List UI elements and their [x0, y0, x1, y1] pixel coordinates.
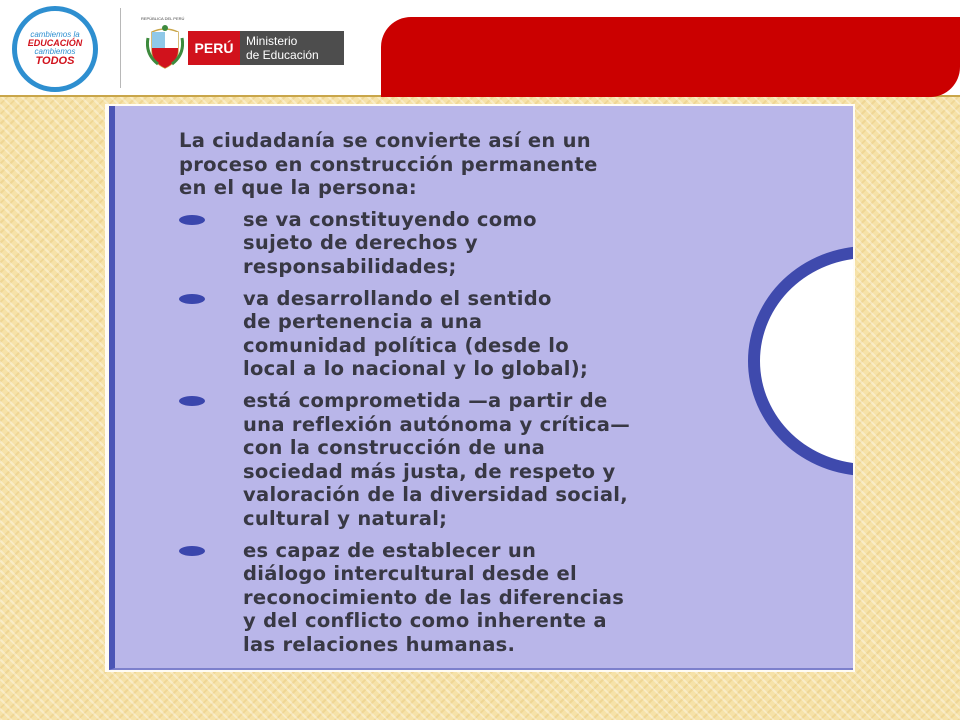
document-panel	[109, 106, 853, 670]
list-item-line: de pertenencia a una	[243, 310, 483, 334]
intro-line: proceso en construcción permanente	[179, 152, 598, 176]
bullet-icon	[179, 294, 205, 304]
bullet-icon	[179, 396, 205, 406]
header-red-banner	[381, 17, 960, 97]
logo-area	[0, 0, 344, 94]
list-item-line: está comprometida —a partir de	[243, 388, 608, 412]
campaign-logo-line4: TODOS	[35, 55, 75, 67]
list-item-line: diálogo intercultural desde el	[243, 562, 578, 586]
campaign-logo-line2: EDUCACIÓN	[27, 38, 83, 48]
list-item-line: responsabilidades;	[243, 254, 457, 278]
bullet-icon	[179, 215, 205, 225]
intro-line: La ciudadanía se convierte así en un	[179, 129, 591, 152]
list-item-line: las relaciones humanas.	[243, 632, 516, 656]
shield-caption: REPÚBLICA DEL PERÚ	[141, 16, 185, 21]
list-item-line: valoración de la diversidad social,	[243, 483, 628, 507]
list-item-line: es capaz de establecer un	[243, 538, 537, 562]
list-item-line: comunidad política (desde lo	[243, 333, 569, 357]
document-image	[105, 104, 855, 672]
list-item-line: va desarrollando el sentido	[243, 286, 552, 310]
list-item-line: se va constituyendo como	[243, 207, 537, 231]
list-item-line: sociedad más justa, de respeto y	[243, 459, 616, 483]
intro-line: en el que la persona:	[179, 176, 418, 200]
list-item-line: con la construcción de una	[243, 436, 546, 460]
campaign-logo-line1: cambiemos la	[30, 30, 80, 39]
coat-of-arms-icon	[146, 24, 184, 70]
ministry-label-line1: Ministerio	[246, 34, 298, 48]
list-item-line: sujeto de derechos y	[243, 231, 478, 255]
intro-paragraph	[179, 129, 759, 200]
list-item	[179, 389, 759, 531]
ministry-label	[240, 31, 344, 65]
list-item	[179, 208, 759, 279]
list-item-line: una reflexión autónoma y crítica—	[243, 412, 631, 436]
list-item	[179, 539, 759, 657]
logo-divider	[120, 8, 121, 88]
decorative-arc	[748, 246, 853, 476]
list-item-line: local a lo nacional y lo global);	[243, 357, 589, 381]
list-item-line: reconocimiento de las diferencias	[243, 585, 625, 609]
campaign-logo	[12, 6, 98, 92]
list-item-line: y del conflicto como inherente a	[243, 609, 607, 633]
campaign-logo-line3: cambiemos	[34, 47, 76, 56]
ministry-label-line2: de Educación	[246, 48, 319, 62]
list-item-line: cultural y natural;	[243, 506, 448, 530]
country-label: PERÚ	[188, 31, 240, 65]
bullet-icon	[179, 546, 205, 556]
document-text	[179, 129, 759, 664]
list-item	[179, 287, 759, 381]
